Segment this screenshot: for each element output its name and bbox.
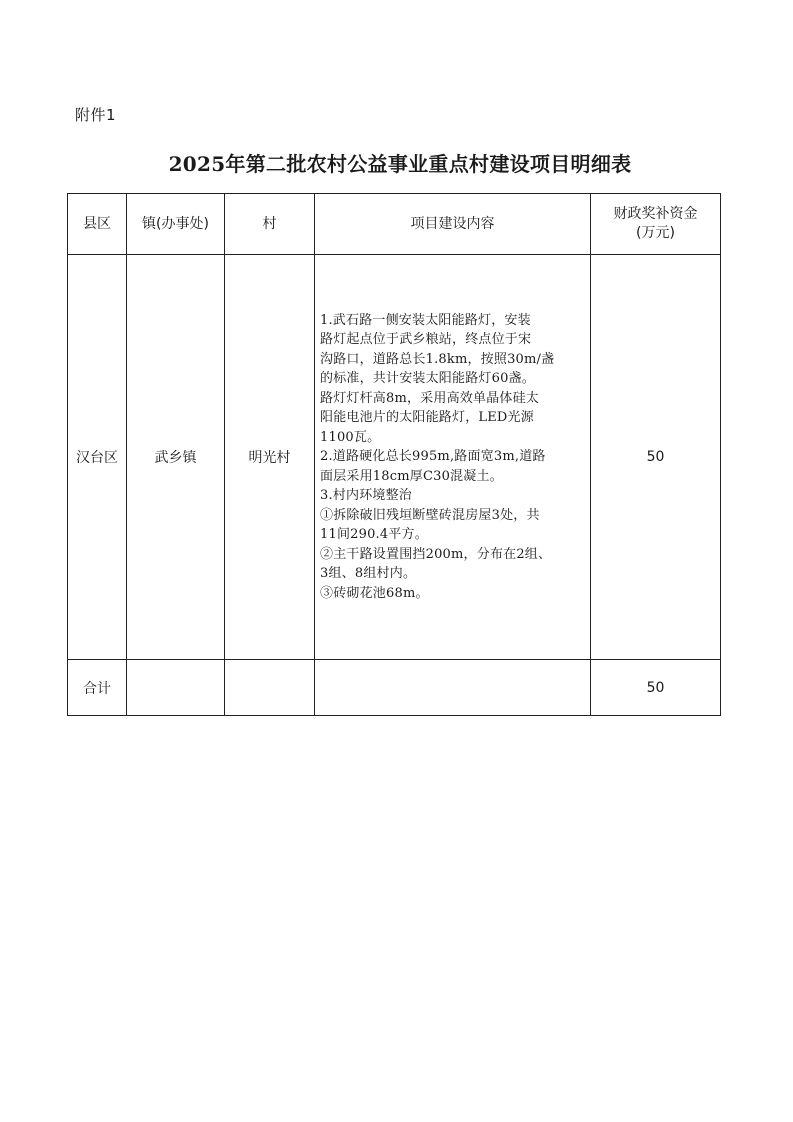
content-line: ③砖砌花池68m。 [320,585,429,601]
header-funds [591,194,721,255]
content-line: 1.武石路一侧安装太阳能路灯，安装 [320,312,531,328]
content-line: ①拆除破旧残垣断壁砖混房屋3处，共 [320,507,540,523]
project-detail-table [67,193,721,716]
content-line: 11间290.4平方。 [320,527,428,543]
content-line: 沟路口，道路总长1.8km，按照30m/盏 [320,351,555,367]
content-line: 路灯灯杆高8m，采用高效单晶体硅太 [320,390,539,406]
content-line: 面层采用18cm厚C30混凝土。 [320,468,503,484]
header-funds-line1: 财政奖补资金 [613,206,698,222]
content-line: 2.道路硬化总长995m,路面宽3m,道路 [320,449,546,465]
total-row [68,660,721,716]
total-funds: 50 [591,660,721,716]
cell-county: 汉台区 [68,255,127,660]
cell-village: 明光村 [225,255,315,660]
total-content [315,660,591,716]
total-label: 合计 [68,660,127,716]
header-town: 镇(办事处) [127,194,225,255]
total-village [225,660,315,716]
total-town [127,660,225,716]
table-header-row [68,194,721,255]
content-line: 3.村内环境整治 [320,488,413,504]
content-line: 的标准，共计安装太阳能路灯60盏。 [320,371,535,387]
table-row [68,255,721,660]
cell-town: 武乡镇 [127,255,225,660]
header-village: 村 [225,194,315,255]
cell-content [315,255,591,660]
content-line: ②主干路设置围挡200m，分布在2组、 [320,546,552,562]
header-funds-line2: (万元) [636,225,675,241]
header-content: 项目建设内容 [315,194,591,255]
cell-funds: 50 [591,255,721,660]
attachment-label: 附件1 [75,106,117,124]
content-line: 3组、8组村内。 [320,566,417,582]
header-county: 县区 [68,194,127,255]
document-title: 2025年第二批农村公益事业重点村建设项目明细表 [168,152,632,176]
content-line: 路灯起点位于武乡粮站，终点位于宋 [320,332,532,348]
content-line: 1100瓦。 [320,429,381,445]
content-line: 阳能电池片的太阳能路灯，LED光源 [320,410,534,426]
